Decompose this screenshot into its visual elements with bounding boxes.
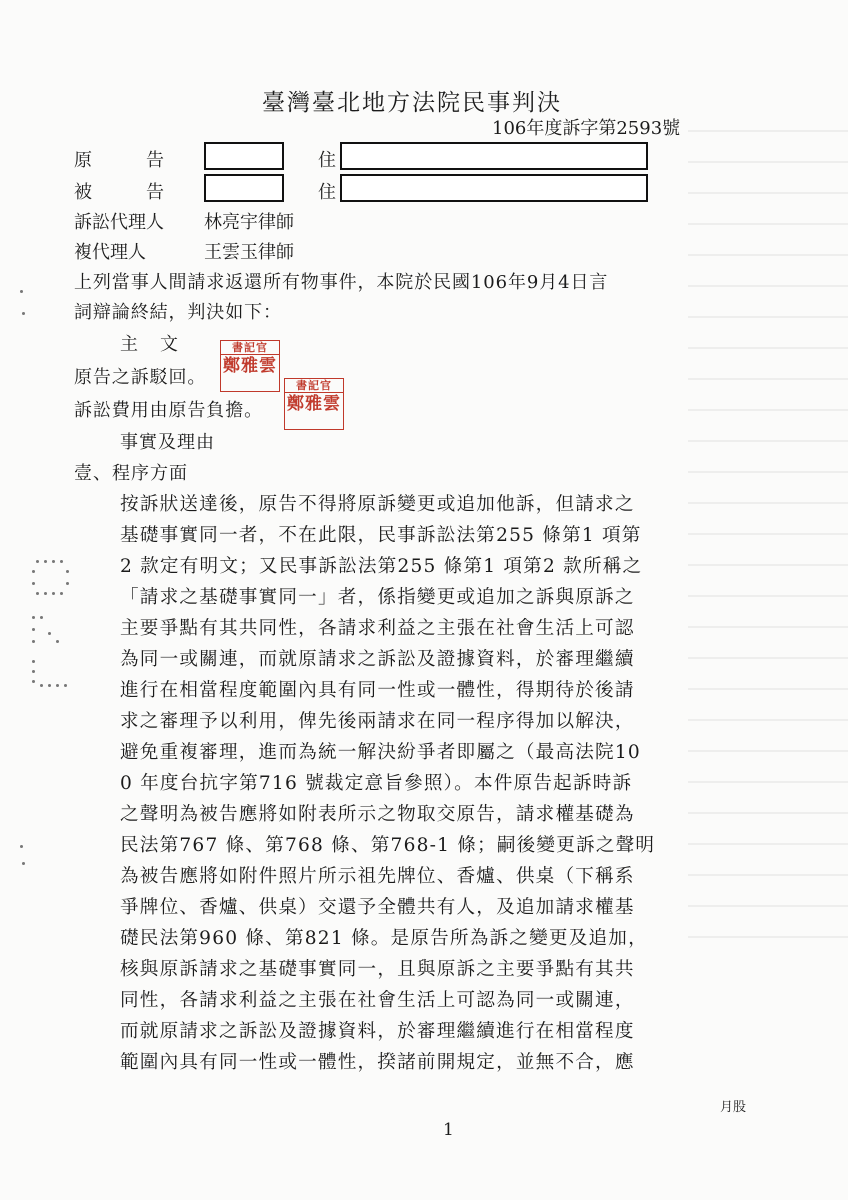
body-line: 礎民法第960 條、第821 條。是原告所為訴之變更及追加， bbox=[120, 928, 648, 949]
body-line: 核與原訴請求之基礎事實同一，且與原訴之主要爭點有其共 bbox=[120, 959, 635, 980]
defendant-address-redaction bbox=[340, 174, 648, 202]
clerk-stamp-name: 鄭雅雲 bbox=[223, 356, 277, 376]
body-line: 而就原請求之訴訟及證據資料，於審理繼續進行在相當程度 bbox=[120, 1021, 635, 1042]
attorney-name: 林亮宇律師 bbox=[204, 212, 294, 233]
clerk-stamp-title: 書記官 bbox=[285, 379, 343, 393]
intro-line-2: 詞辯論終結，判決如下： bbox=[74, 302, 282, 323]
sub-agent-label: 複代理人 bbox=[74, 242, 146, 263]
scan-speck bbox=[20, 845, 23, 848]
binding-holes bbox=[22, 560, 72, 700]
clerk-stamp-1 bbox=[220, 340, 280, 392]
body-line: 爭牌位、香爐、供桌）交還予全體共有人，及追加請求權基 bbox=[120, 897, 635, 918]
main-item-2: 訴訟費用由原告負擔。 bbox=[74, 400, 263, 421]
body-line: 之聲明為被告應將如附表所示之物取交原告，請求權基礎為 bbox=[120, 804, 635, 825]
section-procedure-heading: 壹、程序方面 bbox=[74, 463, 188, 484]
document-title: 臺灣臺北地方法院民事判決 bbox=[262, 90, 562, 116]
body-line: 為被告應將如附件照片所示祖先牌位、香爐、供桌（下稱系 bbox=[120, 866, 635, 887]
scan-speck bbox=[22, 312, 25, 315]
bleed-through-texture bbox=[688, 130, 848, 950]
page-number: 1 bbox=[443, 1120, 454, 1140]
plaintiff-label: 原 告 bbox=[74, 150, 164, 171]
body-line: 「請求之基礎事實同一」者，係指變更或追加之訴與原訴之 bbox=[120, 587, 635, 608]
defendant-label: 被 告 bbox=[74, 182, 164, 203]
defendant-name-redaction bbox=[204, 174, 284, 202]
facts-heading: 事實及理由 bbox=[120, 432, 215, 453]
body-line: 主要爭點有其共同性，各請求利益之主張在社會生活上可認 bbox=[120, 618, 635, 639]
plaintiff-address-label: 住 bbox=[318, 150, 336, 171]
body-line: 求之審理予以利用，俾先後兩請求在同一程序得加以解決， bbox=[120, 711, 635, 732]
clerk-stamp-name: 鄭雅雲 bbox=[287, 394, 341, 414]
clerk-stamp-2 bbox=[284, 378, 344, 430]
body-line: 民法第767 條、第768 條、第768-1 條；嗣後變更訴之聲明 bbox=[120, 835, 656, 856]
body-line: 為同一或關連，而就原請求之訴訟及證據資料，於審理繼續 bbox=[120, 649, 635, 670]
body-line: 範圍內具有同一性或一體性，揆諸前開規定，並無不合，應 bbox=[120, 1052, 635, 1073]
case-number: 106年度訴字第2593號 bbox=[492, 118, 681, 139]
body-line: 避免重複審理，進而為統一解決紛爭者即屬之（最高法院10 bbox=[120, 742, 641, 763]
body-line: 進行在相當程度範圍內具有同一性或一體性，得期待於後請 bbox=[120, 680, 635, 701]
scan-speck bbox=[20, 290, 23, 293]
sub-agent-name: 王雲玉律師 bbox=[204, 242, 294, 263]
body-line: 2 款定有明文；又民事訴訟法第255 條第1 項第2 款所稱之 bbox=[120, 556, 643, 577]
body-line: 按訴狀送達後，原告不得將原訴變更或追加他訴，但請求之 bbox=[120, 494, 635, 515]
body-line: 0 年度台抗字第716 號裁定意旨參照）。本件原告起訴時訴 bbox=[120, 773, 633, 794]
body-line: 基礎事實同一者，不在此限，民事訴訟法第255 條第1 項第 bbox=[120, 525, 642, 546]
main-item-1: 原告之訴駁回。 bbox=[74, 367, 207, 388]
main-heading: 主 文 bbox=[120, 334, 180, 355]
plaintiff-name-redaction bbox=[204, 142, 284, 170]
intro-line-1: 上列當事人間請求返還所有物事件，本院於民國106年9月4日言 bbox=[74, 272, 609, 293]
scan-speck bbox=[22, 862, 25, 865]
attorney-label: 訴訟代理人 bbox=[74, 212, 164, 233]
defendant-address-label: 住 bbox=[318, 182, 336, 203]
plaintiff-address-redaction bbox=[340, 142, 648, 170]
body-line: 同性，各請求利益之主張在社會生活上可認為同一或關連， bbox=[120, 990, 635, 1011]
division-mark: 月股 bbox=[720, 1100, 747, 1115]
clerk-stamp-title: 書記官 bbox=[221, 341, 279, 355]
